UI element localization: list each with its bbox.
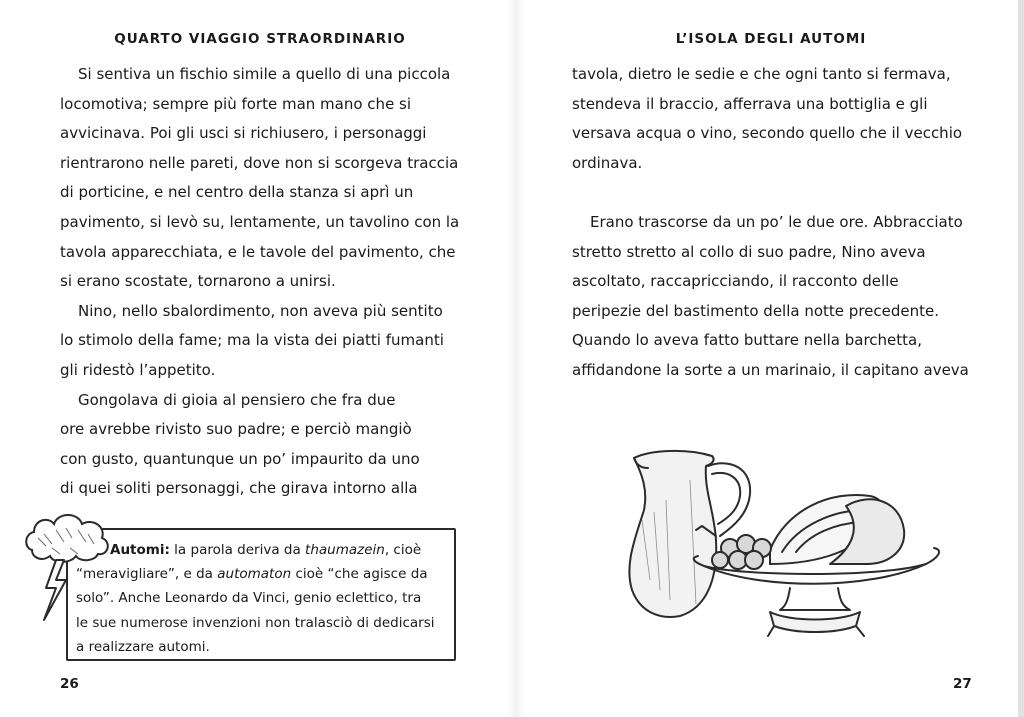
page-number-right: 27 <box>953 676 972 692</box>
text-line: con gusto, quantunque un po’ impaurito da uno <box>60 449 420 468</box>
text-line: affidandone la sorte a un marinaio, il capitano aveva <box>572 360 969 379</box>
glossary-line <box>76 562 435 586</box>
text-line: Quando lo aveva fatto buttare nella barchetta, <box>572 331 923 350</box>
right-running-head: L’ISOLA DEGLI AUTOMI <box>675 31 867 47</box>
text-line: Si sentiva un fischio simile a quello di una piccola <box>78 65 451 83</box>
glossary-line: a realizzare automi. <box>76 638 210 655</box>
glossary-word: thaumazein <box>305 542 385 558</box>
page-number-left: 26 <box>60 676 79 692</box>
glossary-line: solo”. Anche Leonardo da Vinci, genio eclettico, tra <box>76 590 422 607</box>
left-page-text <box>60 60 459 504</box>
text-line: ordinava. <box>572 153 643 172</box>
text-line: stretto stretto al collo di suo padre, Nino aveva <box>572 242 926 261</box>
glossary-line: le sue numerose invenzioni non tralasciò di dedicarsi <box>76 614 435 631</box>
glossary-fragment: la parola deriva da <box>169 542 306 558</box>
glossary-word: automaton <box>217 566 292 583</box>
text-line: tavola, dietro le sedie e che ogni tanto si fermava, <box>572 65 951 83</box>
page-edge <box>1018 0 1024 717</box>
jug-and-fruit-bowl-illustration <box>620 440 950 640</box>
text-line: rientrarono nelle pareti, dove non si scorgeva traccia <box>60 153 459 172</box>
glossary-line <box>76 538 435 562</box>
storm-cloud-lightning-icon <box>22 508 112 628</box>
text-line <box>572 178 969 208</box>
glossary-fragment: , cioè <box>384 542 422 558</box>
text-line: avvicinava. Poi gli usci si richiusero, i personaggi <box>60 124 427 143</box>
text-line: stendeva il braccio, afferrava una bottiglia e gli <box>572 94 928 113</box>
book-gutter <box>508 0 524 717</box>
text-line: di quei soliti personaggi, che girava intorno alla <box>60 479 418 498</box>
text-line: di porticine, e nel centro della stanza si aprì un <box>60 183 414 202</box>
glossary-text <box>76 538 435 659</box>
text-line: gli ridestò l’appetito. <box>60 360 216 379</box>
glossary-term: Automi: <box>110 542 170 558</box>
text-line: lo stimolo della fame; ma la vista dei piatti fumanti <box>60 331 444 350</box>
text-line: Nino, nello sbalordimento, non aveva più sentito <box>78 301 443 320</box>
text-line: versava acqua o vino, secondo quello che il vecchio <box>572 124 963 143</box>
text-line: tavola apparecchiata, e le tavole del pavimento, che <box>60 242 456 261</box>
glossary-fragment: cioè “che agisce da <box>291 566 428 583</box>
text-line: si erano scostate, tornarono a unirsi. <box>60 272 336 291</box>
left-running-head: QUARTO VIAGGIO STRAORDINARIO <box>114 31 406 47</box>
text-line: ascoltato, raccapricciando, il racconto delle <box>572 272 899 291</box>
glossary-fragment: “meravigliare”, e da <box>76 566 218 583</box>
text-line: locomotiva; sempre più forte man mano che si <box>60 94 412 113</box>
text-line: ore avrebbe rivisto suo padre; e perciò mangiò <box>60 420 412 439</box>
text-line: Gongolava di gioia al pensiero che fra due <box>78 390 396 409</box>
right-page-text <box>572 60 969 386</box>
text-line: Erano trascorse da un po’ le due ore. Abbracciato <box>590 212 963 231</box>
text-line: pavimento, si levò su, lentamente, un tavolino con la <box>60 212 460 231</box>
text-line: peripezie del bastimento della notte precedente. <box>572 301 939 320</box>
glossary-box <box>66 528 456 661</box>
